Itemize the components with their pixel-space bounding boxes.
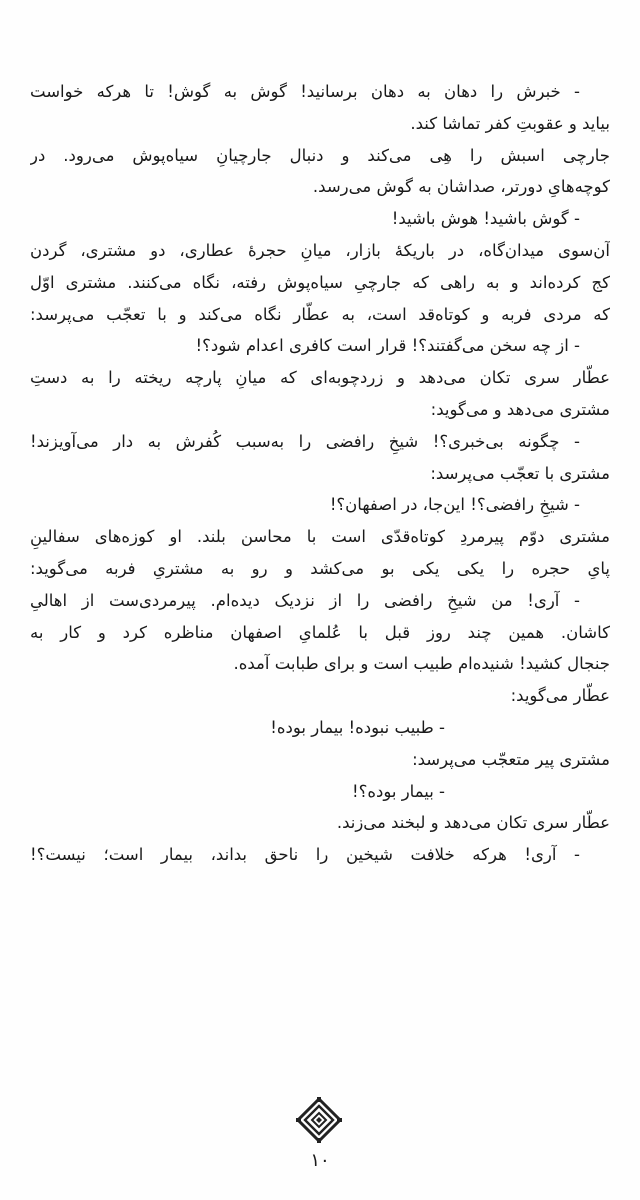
text-line: - بیمار بوده؟! — [351, 781, 445, 801]
text-line: - گوش باشید! هوش باشید! — [391, 209, 580, 229]
text-line: پایِ حجره را یکی یکی بو می‌کشد و رو به مشتریِ فربه می‌گوید: — [30, 558, 610, 578]
text-line: آن‌سوی میدان‌گاه، در باریکهٔ بازار، میانِ حجرهٔ عطاری، دو مشتری، گردن — [30, 240, 610, 260]
text-line: عطّار سری تکان می‌دهد و لبخند می‌زند. — [336, 813, 610, 833]
text-line: جارچی اسبش را هِی می‌کند و دنبال جارچیانِ سیاه‌پوش می‌رود. در — [30, 145, 610, 165]
text-line: - شیخِ رافضی؟! این‌جا، در اصفهان؟! — [329, 495, 580, 515]
text-line: - آری! هرکه خلافت شیخین را ناحق بداند، بیمار است؛ نیست؟! — [30, 845, 580, 865]
text-line: مشتری می‌دهد و می‌گوید: — [430, 399, 610, 419]
text-line: - طبیب نبوده! بیمار بوده! — [270, 717, 445, 737]
page-text — [30, 76, 610, 871]
text-line: کاشان. همین چند روز قبل با عُلمایِ اصفهان مناظره کرد و کار به — [30, 622, 610, 642]
text-line: عطّار می‌گوید: — [510, 686, 610, 706]
diamond-ornament-icon — [296, 1097, 342, 1143]
text-line: - خبرش را دهان به دهان برسانید! گوش به گوش! تا هرکه خواست — [30, 82, 580, 101]
text-line: - چگونه بی‌خبری؟! شیخِ رافضی را به‌سبب کُفرش به دار می‌آویزند! — [30, 431, 580, 451]
page-number: ۱۰ — [310, 1150, 330, 1171]
text-line: که مردی فربه و کوتاه‌قد است، به عطّار نگاه می‌کند و با تعجّب می‌پرسد: — [30, 304, 610, 324]
text-line: مشتری دوّم پیرمردِ کوتاه‌قدّی است با محاسن بلند. او کوزه‌های سفالینِ — [30, 527, 610, 547]
text-line: - از چه سخن می‌گفتند؟! قرار است کافری اعدام شود؟! — [195, 336, 580, 356]
text-line: جنجال کشید! شنیده‌ام طبیب است و برای طبابت آمده. — [233, 654, 610, 674]
text-line: مشتری پیر متعجّب می‌پرسد: — [412, 749, 610, 769]
text-line: کوچه‌هایِ دورتر، صداشان به گوش می‌رسد. — [312, 177, 610, 197]
text-line: مشتری با تعجّب می‌پرسد: — [430, 463, 610, 483]
text-line: کج کرده‌اند و به راهی که جارچیِ سیاه‌پوش رفته، نگاه می‌کنند. مشتری اوّل — [30, 272, 610, 292]
text-line: عطّار سری تکان می‌دهد و زردچوبه‌ای که میانِ پارچه ریخته را به دستِ — [30, 368, 610, 388]
text-line: بیاید و عقوبتِ کفر تماشا کند. — [410, 113, 610, 133]
text-line: - آری! من شیخِ رافضی را از نزدیک دیده‌ام. پیرمردی‌ست از اهالیِ — [30, 590, 580, 610]
